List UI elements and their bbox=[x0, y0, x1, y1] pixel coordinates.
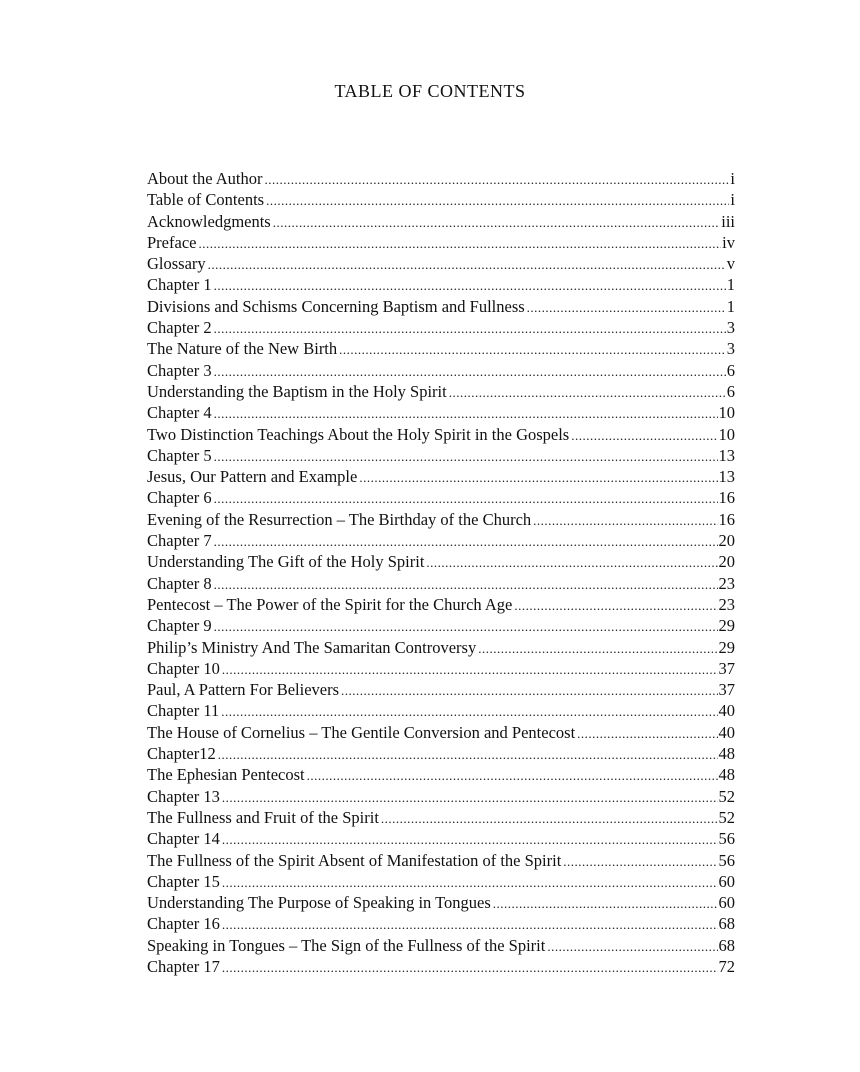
toc-entry bbox=[147, 573, 735, 594]
toc-entry-label: Chapter 6 bbox=[147, 488, 212, 508]
toc-entry bbox=[147, 189, 735, 210]
toc-dot-leader bbox=[514, 595, 717, 615]
toc-dot-leader bbox=[222, 659, 718, 679]
toc-entry-page-number: 60 bbox=[718, 871, 735, 891]
toc-dot-leader bbox=[222, 829, 718, 849]
toc-entry bbox=[147, 935, 735, 956]
toc-entry bbox=[147, 381, 735, 402]
toc-entry-label: Jesus, Our Pattern and Example bbox=[147, 467, 358, 487]
toc-entry bbox=[147, 466, 735, 487]
toc-entry-page-number: i bbox=[730, 169, 735, 188]
toc-dot-leader bbox=[547, 936, 717, 956]
toc-entry bbox=[147, 232, 735, 253]
toc-entry bbox=[147, 424, 735, 445]
toc-entry bbox=[147, 530, 735, 551]
toc-entry bbox=[147, 253, 735, 274]
toc-entry-label: Acknowledgments bbox=[147, 211, 271, 231]
toc-entry-page-number: 23 bbox=[718, 573, 735, 593]
toc-entry bbox=[147, 871, 735, 892]
toc-entry-page-number: 68 bbox=[718, 914, 735, 934]
toc-entry-label: Chapter 1 bbox=[147, 275, 212, 295]
toc-dot-leader bbox=[341, 680, 717, 700]
toc-entry-label: Preface bbox=[147, 232, 197, 252]
toc-entry-page-number: 48 bbox=[718, 744, 735, 764]
toc-entry-page-number: 10 bbox=[718, 403, 735, 423]
toc-dot-leader bbox=[214, 318, 726, 338]
toc-entry-page-number: v bbox=[726, 254, 735, 274]
toc-dot-leader bbox=[214, 488, 718, 508]
toc-dot-leader bbox=[449, 382, 726, 402]
toc-entry-label: Chapter 14 bbox=[147, 829, 220, 849]
toc-entry-page-number: 56 bbox=[718, 850, 735, 870]
toc-entry bbox=[147, 722, 735, 743]
toc-entry bbox=[147, 743, 735, 764]
toc-entry bbox=[147, 637, 735, 658]
toc-entry bbox=[147, 658, 735, 679]
toc-entry-label: Chapter 17 bbox=[147, 956, 220, 976]
toc-dot-leader bbox=[577, 723, 717, 743]
toc-dot-leader bbox=[198, 233, 721, 253]
toc-entry-page-number: 6 bbox=[726, 381, 735, 401]
toc-entry-label: Speaking in Tongues – The Sign of the Fullness of the Spirit bbox=[147, 935, 546, 955]
toc-dot-leader bbox=[222, 787, 718, 807]
toc-dot-leader bbox=[359, 467, 717, 487]
toc-dot-leader bbox=[493, 893, 718, 913]
toc-dot-leader bbox=[426, 552, 717, 572]
toc-entry-label: Chapter 15 bbox=[147, 871, 220, 891]
toc-entry-page-number: 52 bbox=[718, 807, 735, 827]
toc-entry bbox=[147, 338, 735, 359]
toc-entry-page-number: iii bbox=[721, 211, 735, 231]
toc-entry-label: The Nature of the New Birth bbox=[147, 339, 338, 359]
toc-entry-label: Divisions and Schisms Concerning Baptism and Fullness bbox=[147, 296, 525, 316]
toc-entry bbox=[147, 317, 735, 338]
toc-entry-page-number: 29 bbox=[718, 637, 735, 657]
toc-entry-page-number: 48 bbox=[718, 765, 735, 785]
toc-dot-leader bbox=[214, 446, 718, 466]
toc-entry-label: Understanding The Purpose of Speaking in Tongues bbox=[147, 893, 491, 913]
toc-entry bbox=[147, 211, 735, 232]
toc-dot-leader bbox=[527, 297, 726, 317]
toc-entry bbox=[147, 360, 735, 381]
toc-entry-label: Philip’s Ministry And The Samaritan Controversy bbox=[147, 637, 477, 657]
toc-entry-page-number: 13 bbox=[718, 445, 735, 465]
toc-entry-page-number: 20 bbox=[718, 531, 735, 551]
toc-entry-page-number: 6 bbox=[726, 360, 735, 380]
toc-entry bbox=[147, 615, 735, 636]
toc-entry-page-number: 1 bbox=[726, 296, 735, 316]
toc-entry-label: Chapter 13 bbox=[147, 786, 220, 806]
toc-entry-label: The Fullness and Fruit of the Spirit bbox=[147, 807, 379, 827]
toc-entry bbox=[147, 850, 735, 871]
toc-entry bbox=[147, 296, 735, 317]
toc-entry-label: The Fullness of the Spirit Absent of Manifestation of the Spirit bbox=[147, 850, 562, 870]
toc-entry-label: Chapter 9 bbox=[147, 616, 212, 636]
toc-dot-leader bbox=[208, 254, 726, 274]
toc-dot-leader bbox=[533, 510, 717, 530]
toc-dot-leader bbox=[214, 361, 726, 381]
toc-entry bbox=[147, 509, 735, 530]
toc-dot-leader bbox=[478, 638, 717, 658]
toc-entry-page-number: 68 bbox=[718, 935, 735, 955]
toc-entry-label: Pentecost – The Power of the Spirit for the Church Age bbox=[147, 594, 513, 614]
toc-entry-label: The Ephesian Pentecost bbox=[147, 765, 305, 785]
toc-entry bbox=[147, 487, 735, 508]
toc-entry-page-number: 10 bbox=[718, 424, 735, 444]
toc-entry-label: Chapter 2 bbox=[147, 318, 212, 338]
toc-entry-page-number: 20 bbox=[718, 552, 735, 572]
toc-entry-page-number: 52 bbox=[718, 786, 735, 806]
toc-entry-label: Chapter 3 bbox=[147, 360, 212, 380]
toc-entry-label: Chapter 11 bbox=[147, 701, 220, 721]
toc-entry-label: Paul, A Pattern For Believers bbox=[147, 680, 340, 700]
toc-entry bbox=[147, 913, 735, 934]
toc-entry-page-number: iv bbox=[722, 232, 735, 252]
toc-entry-page-number: 56 bbox=[718, 829, 735, 849]
toc-entry-page-number: 16 bbox=[718, 488, 735, 508]
toc-entry-label: Chapter 16 bbox=[147, 914, 220, 934]
toc-entry-page-number: 3 bbox=[726, 339, 735, 359]
toc-entry-label: About the Author bbox=[147, 169, 263, 188]
toc-entry-page-number: 29 bbox=[718, 616, 735, 636]
toc-dot-leader bbox=[222, 914, 718, 934]
toc-dot-leader bbox=[265, 169, 730, 189]
toc-dot-leader bbox=[222, 872, 718, 892]
toc-dot-leader bbox=[221, 701, 717, 721]
toc-entry bbox=[147, 402, 735, 423]
page-title: TABLE OF CONTENTS bbox=[334, 81, 526, 101]
toc-entry bbox=[147, 274, 735, 295]
toc-entry-page-number: 40 bbox=[718, 701, 735, 721]
toc-entry bbox=[147, 679, 735, 700]
toc-entry-label: Chapter 5 bbox=[147, 445, 212, 465]
toc-entry bbox=[147, 594, 735, 615]
toc-dot-leader bbox=[273, 212, 721, 232]
toc-entry-label: Chapter 8 bbox=[147, 573, 212, 593]
toc-entry-label: Chapter 7 bbox=[147, 531, 212, 551]
toc-entry-page-number: 3 bbox=[726, 318, 735, 338]
toc-dot-leader bbox=[214, 275, 726, 295]
toc-entry-page-number: 40 bbox=[718, 722, 735, 742]
toc-dot-leader bbox=[307, 765, 718, 785]
toc-entry bbox=[147, 892, 735, 913]
toc-dot-leader bbox=[214, 574, 718, 594]
toc-entry-page-number: i bbox=[730, 190, 735, 210]
toc-entry bbox=[147, 764, 735, 785]
toc-entry-label: Two Distinction Teachings About the Holy Spirit in the Gospels bbox=[147, 424, 570, 444]
toc-entry-label: Understanding The Gift of the Holy Spirit bbox=[147, 552, 425, 572]
toc-entry-page-number: 60 bbox=[718, 893, 735, 913]
toc-entry bbox=[147, 828, 735, 849]
toc-entry-page-number: 23 bbox=[718, 594, 735, 614]
toc-entry bbox=[147, 551, 735, 572]
toc-entry-label: Glossary bbox=[147, 254, 206, 274]
toc-entry bbox=[147, 445, 735, 466]
toc-entry-page-number: 1 bbox=[726, 275, 735, 295]
toc-dot-leader bbox=[339, 339, 726, 359]
toc-entry-label: Chapter 10 bbox=[147, 658, 220, 678]
toc-entry bbox=[147, 956, 735, 977]
toc-entry-label: The House of Cornelius – The Gentile Conversion and Pentecost bbox=[147, 722, 576, 742]
toc-dot-leader bbox=[222, 957, 718, 977]
toc-entry bbox=[147, 786, 735, 807]
toc-entry-page-number: 37 bbox=[718, 658, 735, 678]
toc-entry-label: Chapter12 bbox=[147, 744, 216, 764]
toc-entry bbox=[147, 168, 735, 189]
toc-entry bbox=[147, 807, 735, 828]
toc-entry-page-number: 37 bbox=[718, 680, 735, 700]
toc-entry-page-number: 16 bbox=[718, 509, 735, 529]
toc-entry-label: Evening of the Resurrection – The Birthday of the Church bbox=[147, 509, 532, 529]
toc-entry bbox=[147, 700, 735, 721]
toc-entry-page-number: 13 bbox=[718, 467, 735, 487]
toc-entry-label: Chapter 4 bbox=[147, 403, 212, 423]
toc-dot-leader bbox=[266, 190, 729, 210]
toc-list bbox=[147, 168, 735, 977]
toc-dot-leader bbox=[214, 531, 718, 551]
toc-dot-leader bbox=[214, 403, 718, 423]
toc-dot-leader bbox=[381, 808, 718, 828]
toc-dot-leader bbox=[571, 425, 717, 445]
toc-dot-leader bbox=[563, 851, 717, 871]
toc-entry-label: Understanding the Baptism in the Holy Spirit bbox=[147, 381, 447, 401]
toc-entry-label: Table of Contents bbox=[147, 190, 265, 210]
toc-dot-leader bbox=[218, 744, 718, 764]
toc-entry-page-number: 72 bbox=[718, 956, 735, 976]
toc-dot-leader bbox=[214, 616, 718, 636]
